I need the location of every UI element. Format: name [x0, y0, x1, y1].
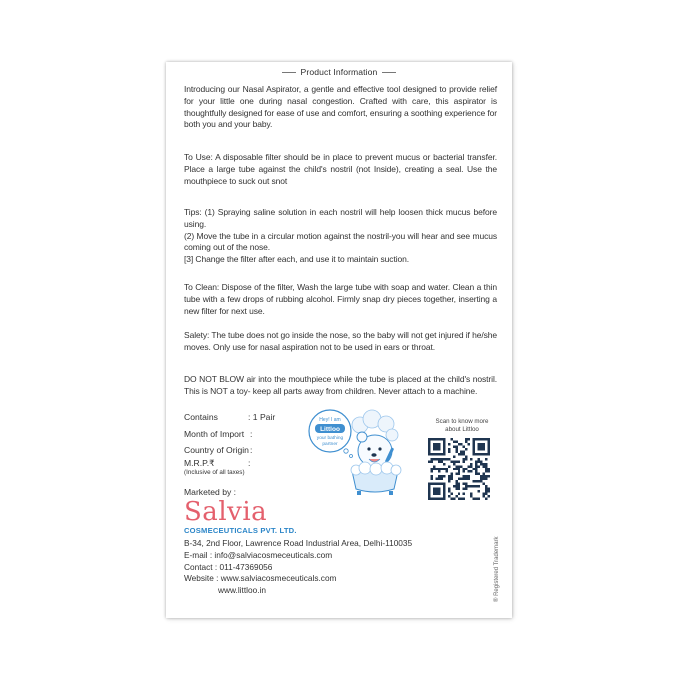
- tip-3: [3] Change the filter after each, and use it to maintain suction.: [184, 254, 410, 265]
- contains-row: Contains : 1 Pair: [184, 412, 276, 422]
- mrp-note: (Inclusive of all taxes): [184, 469, 245, 476]
- country-of-origin-row: Country of Origin :: [184, 445, 253, 455]
- website-line: Website : www.salviacosmeceuticals.com: [184, 573, 337, 584]
- header-rule-right: [382, 72, 396, 73]
- warning-paragraph: DO NOT BLOW air into the mouthpiece while the tube is placed at the child's nostril. This is NOT a toy- keep all parts away from children. Never attach to a machine.: [184, 374, 497, 396]
- to-clean-paragraph: To Clean: Dispose of the filter, Wash the large tube with soap and water. Clean a thin tube with a few drops of rubbing alcohol. Firmly snap dry pieces together, inserting a new filter for next use.: [184, 282, 497, 316]
- bubble-text-1: Hey! I am: [319, 417, 341, 423]
- bubble-text-3: partner: [322, 442, 338, 447]
- littloo-mascot-illustration: [302, 407, 404, 497]
- email-line: E-mail : info@salviacosmeceuticals.com: [184, 549, 333, 560]
- to-use-paragraph: To Use: A disposable filter should be in place to prevent mucus or bacterial transfer. Place a large tube against the child's nostril (not Inside), creating a seal. Use the mouthpiece to suck out snot: [184, 152, 497, 186]
- tub-foam: [351, 462, 401, 475]
- mrp-row: M.R.P.₹ :: [184, 457, 251, 468]
- safety-paragraph: Salety: The tube does not go inside the nose, so the baby will not get injured if he/she moves. Only use for nasal aspiration not to be used in ears or throat.: [184, 330, 497, 352]
- bear-nose-icon: [371, 453, 376, 457]
- qr-caption: Scan to know more about Littloo: [435, 418, 489, 433]
- bubble-dot: [344, 449, 348, 453]
- product-info-list: [184, 411, 275, 477]
- tub-leg-icon: [389, 491, 393, 495]
- qr-code[interactable]: [428, 438, 490, 500]
- contact-line: Contact : 011-47369056: [184, 561, 273, 572]
- bubble-text-2: your bathing: [316, 436, 344, 441]
- bubble-dot: [350, 455, 353, 458]
- bear-ear-icon: [357, 432, 367, 442]
- salvia-logo-subtitle: COSMECEUTICALS PVT. LTD.: [184, 526, 297, 535]
- tips-paragraph: [184, 207, 497, 266]
- header-rule-left: [282, 72, 296, 73]
- intro-paragraph: Introducing our Nasal Aspirator, a gentle and effective tool designed to provide relief for your little one during nasal congestion. Crafted with care, this aspirator is thoughtfully designed for ease of use and comfort, ensuring a soothing experience for both you and your baby.: [184, 84, 497, 130]
- bear-eye-icon: [378, 447, 381, 450]
- section-header: [166, 67, 512, 77]
- marketer-address-block: [184, 538, 412, 597]
- tub-leg-icon: [357, 491, 361, 495]
- salvia-logo: Salvia: [184, 497, 268, 527]
- address-line: B-34, 2nd Floor, Lawrence Road Industrial Area, Delhi-110035: [184, 538, 413, 548]
- header-title: Product Information: [300, 67, 378, 77]
- product-info-card: [166, 62, 512, 618]
- bear-eye-icon: [367, 447, 370, 450]
- registered-trademark-note: ® Registered Trademark: [494, 536, 500, 602]
- month-of-import-row: Month of Import :: [184, 428, 253, 439]
- tip-1: Tips: (1) Spraying saline solution in each nostril will help loosen thick mucus before using.: [184, 207, 497, 229]
- littloo-logo: Littloo: [320, 426, 340, 433]
- website-line-2: www.littloo.in: [218, 585, 266, 596]
- tip-2: (2) Move the tube in a circular motion against the nostril-you will hear and see mucus coming out of the nose.: [184, 230, 497, 253]
- marketed-by-label: Marketed by :: [184, 487, 237, 497]
